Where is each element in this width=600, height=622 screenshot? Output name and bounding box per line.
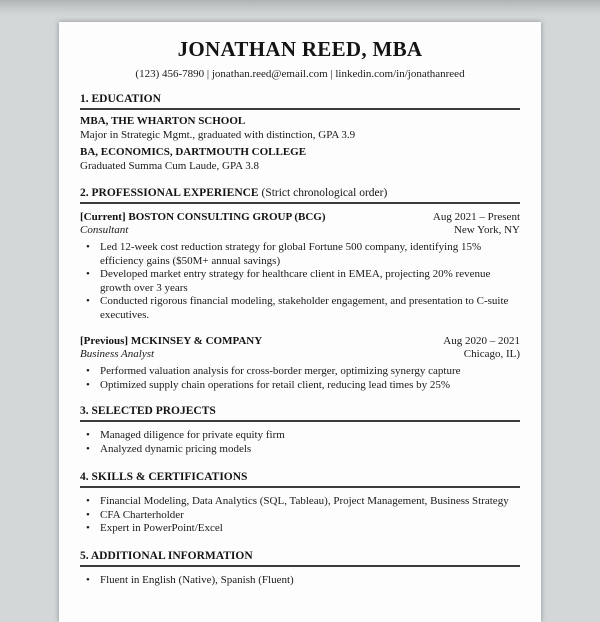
bullet-item: • Performed valuation analysis for cross-border merger, optimizing synergy capture xyxy=(80,365,520,379)
education-entry xyxy=(80,146,520,173)
job-dates: Aug 2020 – 2021 xyxy=(443,335,520,347)
resume-name: JONATHAN REED, MBA xyxy=(177,37,423,61)
bullet-item: • Managed diligence for private equity firm xyxy=(80,429,520,443)
heading-bold-text: 2. PROFESSIONAL EXPERIENCE xyxy=(80,187,259,199)
additional-bullet-list xyxy=(80,574,520,588)
section-heading-additional: 5. ADDITIONAL INFORMATION xyxy=(80,550,520,567)
skills-bullet-list xyxy=(80,495,520,536)
bullet-item: • Financial Modeling, Data Analytics (SQL, Tableau), Project Management, Business Strategy xyxy=(80,495,520,509)
bullet-item: • CFA Charterholder xyxy=(80,509,520,523)
job-entry-mckinsey xyxy=(80,335,520,392)
job-location: New York, NY xyxy=(453,224,520,236)
section-heading-skills: 4. SKILLS & CERTIFICATIONS xyxy=(80,471,520,488)
section-experience xyxy=(80,187,520,392)
contact-line: (123) 456-7890 | jonathan.reed@email.com | linkedin.com/in/jonathanreed xyxy=(135,68,465,80)
bullet-item: • Optimized supply chain operations for retail client, reducing lead times by 25% xyxy=(80,379,520,393)
job-entry-bcg xyxy=(80,211,520,322)
bullet-item: • Developed market entry strategy for healthcare client in EMEA, projecting 20% revenue growth over 3 years xyxy=(80,268,520,295)
section-projects xyxy=(80,405,520,456)
section-skills xyxy=(80,471,520,536)
company-name: [Previous] MCKINSEY & COMPANY xyxy=(80,335,263,347)
projects-bullet-list xyxy=(80,429,520,456)
job-title: Business Analyst xyxy=(80,348,155,360)
bullet-item: • Fluent in English (Native), Spanish (Fluent) xyxy=(80,574,520,588)
bullet-item: • Analyzed dynamic pricing models xyxy=(80,443,520,457)
section-heading-projects: 3. SELECTED PROJECTS xyxy=(80,405,520,422)
heading-note-text: (Strict chronological order) xyxy=(258,187,388,199)
job-location: Chicago, IL) xyxy=(463,348,520,360)
degree-detail: Major in Strategic Mgmt., graduated with distinction, GPA 3.9 xyxy=(80,128,356,141)
top-shadow-gradient xyxy=(0,0,600,16)
job-title: Consultant xyxy=(80,224,129,236)
company-name: [Current] BOSTON CONSULTING GROUP (BCG) xyxy=(80,211,326,223)
degree-title: BA, ECONOMICS, DARTMOUTH COLLEGE xyxy=(80,146,307,158)
job-dates: Aug 2021 – Present xyxy=(432,211,520,223)
resume-page xyxy=(59,22,541,622)
job-bullet-list xyxy=(80,365,520,392)
degree-title: MBA, THE WHARTON SCHOOL xyxy=(80,115,246,127)
section-heading-experience xyxy=(80,187,520,204)
section-additional xyxy=(80,550,520,588)
section-heading-education: 1. EDUCATION xyxy=(80,93,520,110)
bullet-item: • Expert in PowerPoint/Excel xyxy=(80,522,520,536)
education-entry xyxy=(80,115,520,142)
bullet-item: • Led 12-week cost reduction strategy for global Fortune 500 company, identifying 15% efficiency gains ($50M+ annual savings) xyxy=(80,241,520,268)
bullet-item: • Conducted rigorous financial modeling, stakeholder engagement, and presentation to C-suite executives. xyxy=(80,295,520,322)
job-bullet-list xyxy=(80,241,520,322)
degree-detail: Graduated Summa Cum Laude, GPA 3.8 xyxy=(80,159,259,172)
section-education xyxy=(80,93,520,173)
